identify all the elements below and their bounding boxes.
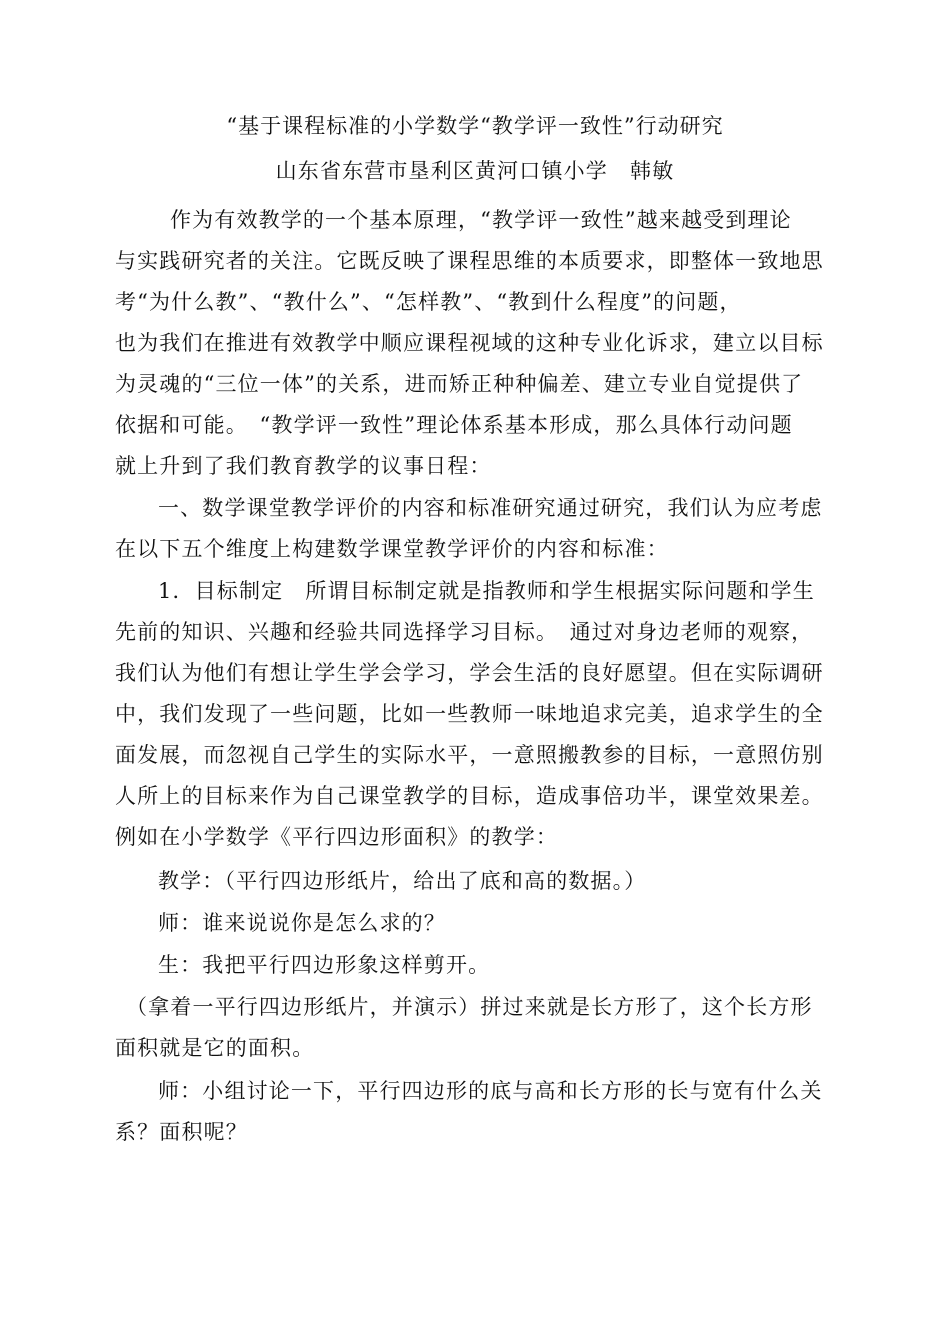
paragraph-line: 师：谁来说说你是怎么求的？ — [158, 911, 446, 935]
paragraph-line: 就上升到了我们教育教学的议事日程： — [115, 454, 492, 478]
paragraph-line: 1．目标制定 所谓目标制定就是指教师和学生根据实际问题和学生 — [158, 579, 815, 603]
paragraph-line: 考“为什么教”、“教什么”、“怎样教”、“教到什么程度”的问题， — [115, 290, 742, 314]
paragraph-line: 系？面积呢？ — [115, 1120, 248, 1144]
paragraph-line: 一、数学课堂教学评价的内容和标准研究通过研究，我们认为应考虑 — [158, 496, 823, 520]
paragraph-line: 也为我们在推进有效教学中顺应课程视域的这种专业化诉求，建立以目标 — [115, 331, 824, 355]
paragraph-line: 生：我把平行四边形象这样剪开。 — [158, 953, 491, 977]
paragraph-line: 先前的知识、兴趣和经验共同选择学习目标。 通过对身边老师的观察， — [115, 620, 814, 644]
paragraph-line: 人所上的目标来作为自己课堂教学的目标，造成事倍功半，课堂效果差。 — [115, 784, 824, 808]
paragraph-line: 与实践研究者的关注。它既反映了课程思维的本质要求，即整体一致地思 — [115, 249, 824, 273]
paragraph-line: 作为有效教学的一个基本原理，“教学评一致性”越来越受到理论 — [170, 208, 792, 232]
paragraph-line: 依据和可能。 “教学评一致性”理论体系基本形成，那么具体行动问题 — [115, 413, 793, 437]
paragraph-line: 中，我们发现了一些问题，比如一些教师一味地追求完美，追求学生的全 — [115, 702, 824, 726]
paragraph-line: 面积就是它的面积。 — [115, 1036, 315, 1060]
document-title: “基于课程标准的小学数学“教学评一致性”行动研究 — [226, 114, 724, 138]
paragraph-line: （拿着一平行四边形纸片，并演示）拼过来就是长方形了，这个长方形 — [126, 995, 813, 1019]
document-author: 山东省东营市垦利区黄河口镇小学 韩敏 — [275, 159, 675, 183]
paragraph-line: 我们认为他们有想让学生学会学习，学会生活的良好愿望。但在实际调研 — [115, 661, 824, 685]
paragraph-line: 在以下五个维度上构建数学课堂教学评价的内容和标准： — [115, 537, 669, 561]
paragraph-line: 面发展，而忽视自己学生的实际水平，一意照搬教参的目标，一意照仿别 — [115, 743, 824, 767]
paragraph-line: 教学：（平行四边形纸片，给出了底和高的数据。） — [158, 869, 647, 893]
paragraph-line: 例如在小学数学《平行四边形面积》的教学： — [115, 825, 558, 849]
paragraph-line: 师：小组讨论一下，平行四边形的底与高和长方形的长与宽有什么关 — [158, 1079, 823, 1103]
paragraph-line: 为灵魂的“三位一体”的关系，进而矫正种种偏差、建立专业自觉提供了 — [115, 372, 804, 396]
